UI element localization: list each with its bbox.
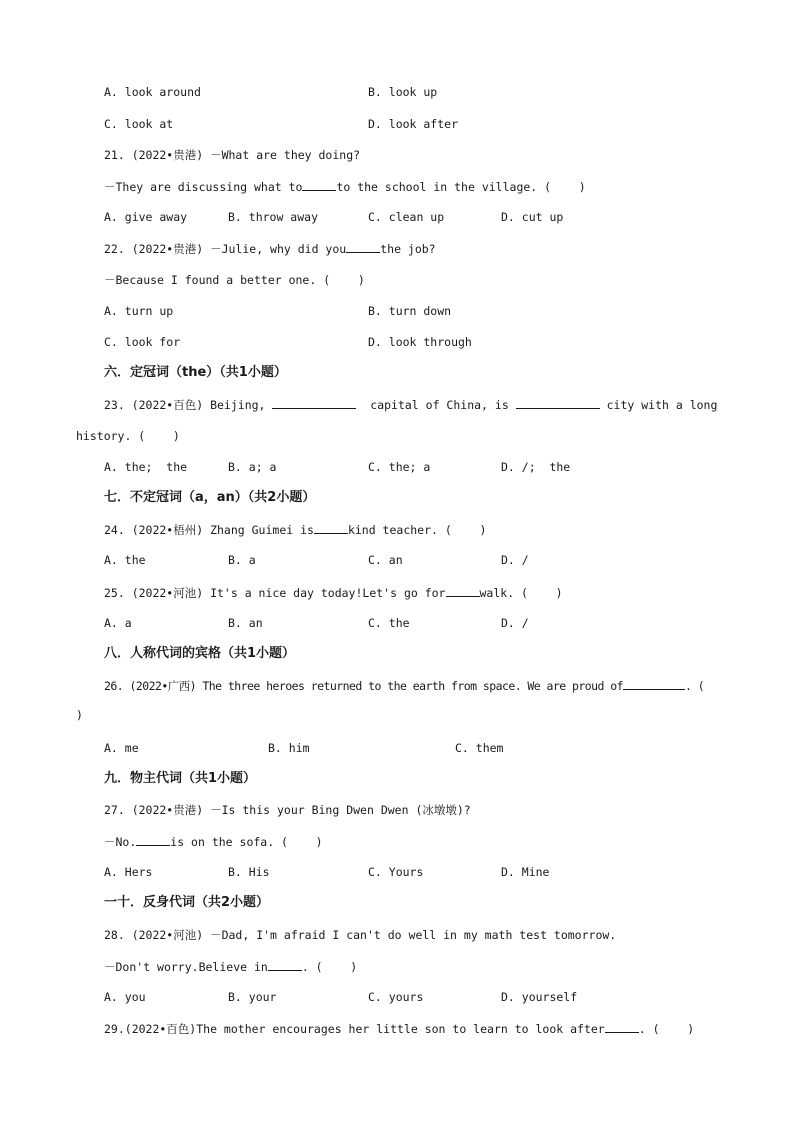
reply-text: －They are discussing what to — [104, 180, 303, 194]
answer-blank[interactable] — [268, 959, 302, 971]
option-a[interactable]: A. look around — [104, 85, 201, 99]
question-23-continued: history. ( ) — [76, 429, 180, 443]
option-d[interactable]: D. / — [501, 616, 529, 630]
section-heading: 八．人称代词的宾格（共1小题） — [104, 646, 296, 661]
option-b[interactable]: B. him — [268, 741, 310, 755]
answer-blank[interactable] — [516, 397, 600, 409]
section-heading: 九．物主代词（共1小题） — [104, 771, 257, 786]
option-a[interactable]: A. turn up — [104, 304, 174, 318]
answer-blank[interactable] — [272, 397, 356, 409]
option-c[interactable]: C. Yours — [368, 865, 424, 879]
question-27-reply — [104, 834, 323, 849]
stem-text: capital of China, is — [356, 398, 509, 412]
stem-text: kind teacher. ( ) — [347, 523, 487, 537]
answer-blank[interactable] — [623, 678, 685, 690]
option-d[interactable]: D. yourself — [501, 990, 578, 1004]
stem-text: 25. (2022•河池) It's a nice day today!Let's go for — [104, 586, 446, 600]
question-26-stem — [104, 678, 704, 693]
question-26-continued: ) — [76, 708, 83, 722]
option-b[interactable]: B. a — [228, 553, 256, 567]
option-b[interactable]: B. an — [228, 616, 263, 630]
option-b[interactable]: B. turn down — [368, 304, 452, 318]
question-25-stem — [104, 585, 563, 600]
question-21-reply — [104, 179, 586, 194]
section-heading: 六．定冠词（the）（共1小题） — [104, 365, 287, 380]
option-c[interactable]: C. look at — [104, 117, 174, 131]
option-a[interactable]: A. the — [104, 553, 146, 567]
option-a[interactable]: A. give away — [104, 210, 188, 224]
option-d[interactable]: D. Mine — [501, 865, 550, 879]
option-a[interactable]: A. me — [104, 741, 139, 755]
question-22-reply: －Because I found a better one. ( ) — [104, 273, 365, 287]
option-a[interactable]: A. you — [104, 990, 146, 1004]
answer-blank[interactable] — [302, 179, 336, 191]
reply-text: . ( ) — [301, 960, 358, 974]
answer-blank[interactable] — [314, 522, 348, 534]
option-c[interactable]: C. the; a — [368, 460, 431, 474]
question-22-stem — [104, 241, 436, 256]
reply-text: －No. — [104, 835, 137, 849]
stem-text: walk. ( ) — [479, 586, 563, 600]
option-b[interactable]: B. throw away — [228, 210, 319, 224]
question-27-stem: 27. (2022•贵港) －Is this your Bing Dwen Dwen (冰墩墩)? — [104, 803, 471, 817]
section-heading: 一十．反身代词（共2小题） — [104, 895, 270, 910]
stem-text: 24. (2022•梧州) Zhang Guimei is — [104, 523, 314, 537]
stem-text: 23. (2022•百色) Beijing, — [104, 398, 266, 412]
option-b[interactable]: B. your — [228, 990, 277, 1004]
option-c[interactable]: C. the — [368, 616, 410, 630]
option-d[interactable]: D. / — [501, 553, 529, 567]
option-b[interactable]: B. His — [228, 865, 270, 879]
reply-text: to the school in the village. ( ) — [336, 180, 586, 194]
option-d[interactable]: D. /; the — [501, 460, 571, 474]
option-c[interactable]: C. look for — [104, 335, 181, 349]
option-d[interactable]: D. look through — [368, 335, 472, 349]
option-b[interactable]: B. a; a — [228, 460, 277, 474]
answer-blank[interactable] — [446, 585, 480, 597]
stem-text: city with a long — [606, 398, 718, 412]
stem-text: 29.(2022•百色)The mother encourages her little son to learn to look after — [104, 1022, 605, 1036]
answer-blank[interactable] — [605, 1021, 639, 1033]
option-b[interactable]: B. look up — [368, 85, 438, 99]
stem-text: . ( ) — [638, 1022, 695, 1036]
stem-text: 26. (2022•广西) The three heroes returned to the earth from space. We are proud of — [104, 679, 624, 693]
option-c[interactable]: C. yours — [368, 990, 424, 1004]
reply-text: is on the sofa. ( ) — [170, 835, 323, 849]
answer-blank[interactable] — [136, 834, 170, 846]
option-d[interactable]: D. cut up — [501, 210, 564, 224]
reply-text: －Don't worry.Believe in — [104, 960, 268, 974]
question-29-stem — [104, 1021, 694, 1036]
option-a[interactable]: A. Hers — [104, 865, 153, 879]
question-28-reply — [104, 959, 357, 974]
question-21-stem: 21. (2022•贵港) －What are they doing? — [104, 148, 361, 162]
question-23-stem — [104, 397, 717, 412]
question-28-stem: 28. (2022•河池) －Dad, I'm afraid I can't do well in my math test tomorrow. — [104, 928, 617, 942]
answer-blank[interactable] — [346, 241, 380, 253]
question-24-stem — [104, 522, 486, 537]
option-d[interactable]: D. look after — [368, 117, 459, 131]
option-a[interactable]: A. the; the — [104, 460, 188, 474]
stem-text: 22. (2022•贵港) －Julie, why did you — [104, 242, 347, 256]
section-heading: 七．不定冠词（a，an）（共2小题） — [104, 490, 316, 505]
option-a[interactable]: A. a — [104, 616, 132, 630]
option-c[interactable]: C. an — [368, 553, 403, 567]
stem-text: the job? — [380, 242, 436, 256]
option-c[interactable]: C. them — [455, 741, 504, 755]
stem-text: . ( — [685, 679, 705, 693]
option-c[interactable]: C. clean up — [368, 210, 445, 224]
